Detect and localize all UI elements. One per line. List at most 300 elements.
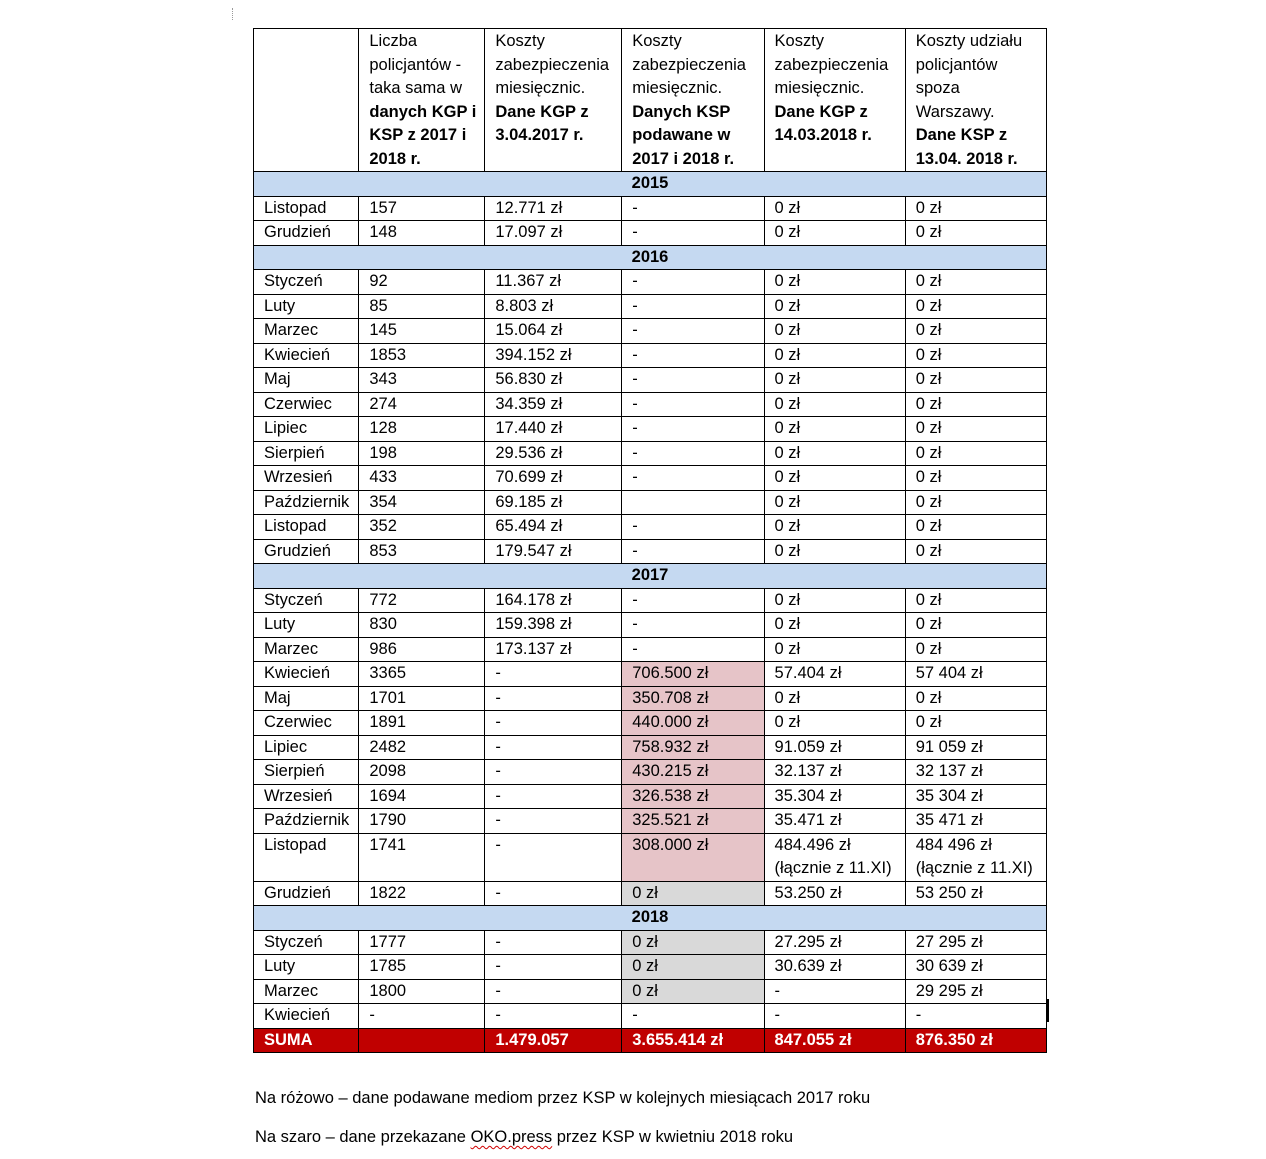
ksp-cost-cell-value: - (632, 198, 638, 217)
sum-ksp-2018-cell (905, 1028, 1046, 1053)
ksp-cost-cell-value: - (632, 1006, 638, 1024)
ksp-cost-cell-value: - (632, 272, 638, 290)
ksp-2018-cost-cell (905, 343, 1046, 368)
header-ksp (622, 29, 764, 172)
ksp-2018-cost-cell-value: 0 zł (915, 688, 942, 707)
officer-count-cell (359, 221, 485, 246)
kgp-2018-cost-cell (764, 588, 905, 613)
ksp-cost-cell (622, 441, 764, 466)
ksp-cost-cell (622, 735, 764, 760)
header-line: taka sama w (369, 79, 462, 97)
table-row (254, 1004, 1047, 1029)
ksp-2018-cost-cell-value: 484 496 zł (915, 835, 992, 854)
month-cell-value: Grudzień (264, 883, 331, 902)
kgp-2017-cost-cell-value: - (495, 1006, 501, 1024)
kgp-2017-cost-cell (485, 490, 622, 515)
officer-count-cell-value: 274 (369, 394, 397, 413)
officer-count-cell-value: 352 (369, 517, 397, 535)
month-cell (254, 760, 359, 785)
kgp-2018-cost-cell (764, 760, 905, 785)
kgp-2017-cost-cell-value: 70.699 zł (495, 468, 563, 486)
month-cell-value: Sierpień (264, 762, 325, 780)
ksp-2018-cost-cell (905, 711, 1046, 736)
ksp-cost-cell-value: 308.000 zł (632, 835, 709, 854)
kgp-2018-cost-cell-value: 0 zł (774, 468, 801, 486)
header-month (254, 29, 359, 172)
kgp-2017-cost-cell (485, 196, 622, 221)
kgp-2018-cost-cell (764, 637, 905, 662)
month-cell-value: Kwiecień (264, 664, 331, 682)
kgp-2017-cost-cell (485, 319, 622, 344)
month-cell (254, 1004, 359, 1029)
kgp-2017-cost-cell (485, 392, 622, 417)
ksp-cost-cell (622, 760, 764, 785)
ksp-cost-cell-value: 706.500 zł (632, 664, 709, 682)
month-cell (254, 979, 359, 1004)
month-cell (254, 294, 359, 319)
month-cell (254, 490, 359, 515)
kgp-2018-cost-cell-value: 0 zł (774, 272, 801, 290)
kgp-2017-cost-cell (485, 784, 622, 809)
kgp-2018-cost-cell-value: 0 zł (774, 419, 801, 437)
header-line: Warszawy. (915, 102, 995, 121)
sum-kgp-2018-cell-value: 847.055 zł (774, 1030, 852, 1049)
ksp-2018-cost-cell-value: 0 zł (915, 615, 942, 633)
ksp-2018-cost-cell-value: 35 304 zł (915, 786, 983, 805)
kgp-2018-cost-cell-value: 0 zł (774, 223, 801, 241)
ksp-cost-cell-value: 325.521 zł (632, 811, 709, 829)
month-cell (254, 515, 359, 540)
kgp-2018-cost-cell (764, 319, 905, 344)
kgp-2017-cost-cell (485, 637, 622, 662)
ksp-2018-cost-cell (905, 930, 1046, 955)
header-ksp-2018 (905, 29, 1046, 172)
kgp-2018-cost-cell (764, 294, 905, 319)
sum-ksp-cell (622, 1028, 764, 1053)
kgp-2017-cost-cell (485, 368, 622, 393)
officer-count-cell (359, 955, 485, 980)
officer-count-cell-value: 3365 (369, 664, 407, 682)
officer-count-cell-value: 1790 (369, 811, 407, 829)
kgp-2017-cost-cell (485, 662, 622, 687)
ksp-2018-cost-cell-value: 0 zł (915, 394, 942, 413)
officer-count-cell (359, 979, 485, 1004)
month-cell-value: Listopad (264, 517, 327, 535)
kgp-2017-cost-cell-value: 65.494 zł (495, 517, 563, 535)
ksp-cost-cell (622, 319, 764, 344)
kgp-2017-cost-cell-value: 56.830 zł (495, 370, 563, 388)
header-line: Dane KGP z (774, 102, 868, 121)
month-cell-value: Czerwiec (264, 713, 332, 731)
officer-count-cell-value: 145 (369, 321, 397, 339)
header-line: miesięcznic. (632, 79, 723, 97)
kgp-2017-cost-cell-value: - (495, 811, 501, 829)
ksp-2018-cost-cell-value: 0 zł (915, 345, 942, 364)
ksp-cost-cell-value: - (632, 590, 638, 609)
kgp-2018-cost-cell-value: 57.404 zł (774, 664, 842, 682)
month-cell-value: Czerwiec (264, 394, 332, 413)
kgp-2018-cost-cell-value: 0 zł (774, 345, 801, 364)
kgp-2018-cost-cell-value: 91.059 zł (774, 737, 842, 756)
month-cell (254, 613, 359, 638)
ksp-2018-cost-cell-value: 91 059 zł (915, 737, 983, 756)
ksp-cost-cell (622, 392, 764, 417)
officer-count-cell-value: 92 (369, 272, 388, 290)
kgp-2017-cost-cell-value: 17.440 zł (495, 419, 563, 437)
month-cell (254, 588, 359, 613)
month-cell (254, 417, 359, 442)
kgp-2018-cost-cell-value: 0 zł (774, 590, 801, 609)
kgp-2017-cost-cell (485, 686, 622, 711)
kgp-2017-cost-cell-value: - (495, 883, 501, 902)
ksp-2018-cost-cell-value: 0 zł (915, 443, 942, 462)
kgp-2018-cost-cell-value: 0 zł (774, 541, 801, 560)
ksp-2018-cost-cell (905, 881, 1046, 906)
month-cell (254, 833, 359, 881)
officer-count-cell (359, 686, 485, 711)
year-band-label: 2017 (254, 564, 1047, 589)
sum-label-cell-value: SUMA (264, 1030, 313, 1049)
officer-count-cell-value: 1800 (369, 981, 407, 1000)
table-row (254, 760, 1047, 785)
year-band-label: 2016 (254, 245, 1047, 270)
ksp-cost-cell-value: - (632, 639, 638, 658)
ksp-2018-cost-cell (905, 809, 1046, 834)
month-cell (254, 270, 359, 295)
officer-count-cell (359, 441, 485, 466)
kgp-2017-cost-cell-value: 34.359 zł (495, 394, 563, 413)
ksp-2018-cost-cell (905, 613, 1046, 638)
kgp-2018-cost-cell-value: 35.471 zł (774, 811, 842, 829)
kgp-2017-cost-cell-value: 179.547 zł (495, 541, 572, 560)
officer-count-cell-value: 1822 (369, 883, 407, 902)
table-row (254, 833, 1047, 881)
kgp-2017-cost-cell (485, 539, 622, 564)
ksp-cost-cell (622, 515, 764, 540)
table-row (254, 613, 1047, 638)
year-band-label: 2015 (254, 172, 1047, 197)
month-cell (254, 539, 359, 564)
kgp-2018-cost-cell (764, 930, 905, 955)
ksp-2018-cost-cell-value: 0 zł (915, 541, 942, 560)
ksp-2018-cost-cell-value: 57 404 zł (915, 664, 983, 682)
month-cell-value: Luty (264, 615, 296, 633)
ksp-cost-cell-value: - (632, 443, 638, 462)
year-band-row (254, 172, 1047, 197)
header-line: Koszty (495, 32, 545, 50)
ksp-2018-cost-cell-note: (łącznie z 11.XI) (915, 859, 1033, 877)
table-row (254, 515, 1047, 540)
officer-count-cell (359, 490, 485, 515)
month-cell-value: Luty (264, 957, 296, 975)
ksp-2018-cost-cell-value: 29 295 zł (915, 981, 983, 1000)
kgp-2018-cost-cell-value: 35.304 zł (774, 786, 842, 805)
month-cell (254, 686, 359, 711)
ksp-2018-cost-cell (905, 270, 1046, 295)
month-cell (254, 343, 359, 368)
month-cell-value: Marzec (264, 981, 319, 1000)
month-cell (254, 392, 359, 417)
kgp-2018-cost-cell (764, 735, 905, 760)
table-row (254, 735, 1047, 760)
ksp-cost-cell (622, 686, 764, 711)
kgp-2018-cost-cell-value: 0 zł (774, 492, 801, 511)
table-row (254, 809, 1047, 834)
ksp-cost-cell (622, 490, 764, 515)
kgp-2018-cost-cell-value: 32.137 zł (774, 762, 842, 780)
month-cell (254, 955, 359, 980)
header-line: 2017 i 2018 r. (632, 149, 735, 168)
ksp-cost-cell (622, 930, 764, 955)
month-cell (254, 711, 359, 736)
kgp-2018-cost-cell-value: 0 zł (774, 198, 801, 217)
ksp-2018-cost-cell (905, 392, 1046, 417)
ksp-2018-cost-cell (905, 319, 1046, 344)
ksp-2018-cost-cell (905, 1004, 1046, 1029)
legend-note-pink (255, 1087, 870, 1109)
month-cell-value: Kwiecień (264, 345, 331, 364)
month-cell (254, 441, 359, 466)
kgp-2017-cost-cell (485, 221, 622, 246)
kgp-2017-cost-cell (485, 441, 622, 466)
ksp-cost-cell-value: 350.708 zł (632, 688, 709, 707)
kgp-2018-cost-cell (764, 686, 905, 711)
month-cell-value: Wrzesień (264, 468, 333, 486)
officer-count-cell (359, 881, 485, 906)
ksp-2018-cost-cell (905, 637, 1046, 662)
kgp-2017-cost-cell (485, 466, 622, 491)
legend-note-gray-text-end: przez KSP w kwietniu 2018 roku (552, 1128, 794, 1146)
table-row (254, 294, 1047, 319)
ksp-2018-cost-cell (905, 490, 1046, 515)
ksp-cost-cell-value: - (632, 541, 638, 560)
month-cell-value: Styczeń (264, 932, 323, 951)
table-row (254, 270, 1047, 295)
ksp-cost-cell-value: - (632, 468, 638, 486)
kgp-2018-cost-cell (764, 809, 905, 834)
ksp-cost-cell-value: 758.932 zł (632, 737, 709, 756)
kgp-2017-cost-cell (485, 833, 622, 881)
ksp-cost-cell (622, 955, 764, 980)
ksp-cost-cell-value: - (632, 223, 638, 241)
sum-ksp-2018-cell-value: 876.350 zł (915, 1030, 993, 1049)
header-line: Danych KSP (632, 102, 731, 121)
month-cell-value: Luty (264, 296, 296, 315)
header-line: Koszty udziału (915, 32, 1023, 50)
table-row (254, 955, 1047, 980)
officer-count-cell (359, 833, 485, 881)
ksp-cost-cell (622, 343, 764, 368)
officer-count-cell (359, 319, 485, 344)
ksp-cost-cell (622, 466, 764, 491)
table-row (254, 711, 1047, 736)
kgp-2017-cost-cell (485, 760, 622, 785)
kgp-2018-cost-cell (764, 196, 905, 221)
kgp-2018-cost-cell (764, 270, 905, 295)
kgp-2018-cost-cell-value: 0 zł (774, 713, 801, 731)
officer-count-cell (359, 539, 485, 564)
month-cell (254, 930, 359, 955)
ksp-2018-cost-cell (905, 784, 1046, 809)
month-cell-value: Październik (264, 492, 350, 511)
kgp-2017-cost-cell (485, 515, 622, 540)
officer-count-cell-value: 830 (369, 615, 397, 633)
officer-count-cell (359, 735, 485, 760)
kgp-2017-cost-cell (485, 979, 622, 1004)
kgp-2018-cost-cell-value: 0 zł (774, 296, 801, 315)
kgp-2018-cost-cell-value: 0 zł (774, 517, 801, 535)
table-header-row (254, 29, 1047, 172)
table-row (254, 417, 1047, 442)
table-row (254, 662, 1047, 687)
ksp-cost-cell (622, 196, 764, 221)
month-cell-value: Styczeń (264, 590, 323, 609)
ksp-2018-cost-cell-value: 27 295 zł (915, 932, 983, 951)
table-row (254, 441, 1047, 466)
sum-kgp-2018-cell (764, 1028, 905, 1053)
sum-kgp-2017-cell (485, 1028, 622, 1053)
kgp-2018-cost-cell (764, 881, 905, 906)
officer-count-cell-value: 343 (369, 370, 397, 388)
ksp-2018-cost-cell (905, 760, 1046, 785)
officer-count-cell (359, 711, 485, 736)
costs-table (253, 28, 1047, 1053)
officer-count-cell (359, 760, 485, 785)
header-line: zabezpieczenia (495, 55, 610, 74)
table-row (254, 686, 1047, 711)
kgp-2018-cost-cell (764, 515, 905, 540)
header-line: policjantów - (369, 55, 462, 74)
kgp-2018-cost-cell (764, 490, 905, 515)
kgp-2018-cost-cell (764, 1004, 905, 1029)
kgp-2017-cost-cell-value: - (495, 835, 501, 854)
officer-count-cell (359, 294, 485, 319)
kgp-2018-cost-cell (764, 441, 905, 466)
table-row (254, 368, 1047, 393)
ksp-cost-cell-value: 326.538 zł (632, 786, 709, 805)
ksp-2018-cost-cell-value: 32 137 zł (915, 762, 983, 780)
officer-count-cell (359, 784, 485, 809)
kgp-2017-cost-cell-value: - (495, 786, 501, 805)
header-line: 3.04.2017 r. (495, 126, 584, 144)
kgp-2018-cost-cell-value: 0 zł (774, 639, 801, 658)
officer-count-cell (359, 196, 485, 221)
officer-count-cell (359, 368, 485, 393)
officer-count-cell-value: 148 (369, 223, 397, 241)
month-cell-value: Lipiec (264, 737, 308, 756)
officer-count-cell-value: 772 (369, 590, 397, 609)
ksp-cost-cell (622, 613, 764, 638)
kgp-2017-cost-cell-value: 159.398 zł (495, 615, 572, 633)
ksp-2018-cost-cell (905, 735, 1046, 760)
ksp-cost-cell (622, 588, 764, 613)
table-row (254, 343, 1047, 368)
legend-note-pink-text: Na różowo – dane podawane mediom przez KSP w kolejnych miesiącach 2017 roku (255, 1089, 871, 1107)
header-line: Koszty (774, 32, 825, 50)
kgp-2017-cost-cell (485, 930, 622, 955)
officer-count-cell-value: - (369, 1006, 375, 1024)
kgp-2018-cost-cell-value: 53.250 zł (774, 883, 842, 902)
kgp-2018-cost-cell (764, 955, 905, 980)
officer-count-cell (359, 588, 485, 613)
ksp-cost-cell (622, 417, 764, 442)
ksp-2018-cost-cell (905, 196, 1046, 221)
officer-count-cell (359, 392, 485, 417)
ksp-2018-cost-cell (905, 662, 1046, 687)
officer-count-cell-value: 433 (369, 468, 397, 486)
month-cell (254, 196, 359, 221)
kgp-2017-cost-cell-value: 12.771 zł (495, 198, 563, 217)
kgp-2017-cost-cell-value: - (495, 688, 501, 707)
ksp-2018-cost-cell (905, 515, 1046, 540)
month-cell (254, 809, 359, 834)
ksp-2018-cost-cell-value: 0 zł (915, 223, 942, 241)
officer-count-cell (359, 343, 485, 368)
ksp-2018-cost-cell-value: 0 zł (915, 198, 942, 217)
year-band-row (254, 245, 1047, 270)
month-cell (254, 881, 359, 906)
ksp-cost-cell-value: - (632, 419, 638, 437)
header-kgp-2018 (764, 29, 905, 172)
kgp-2017-cost-cell-value: 8.803 zł (495, 296, 554, 315)
kgp-2017-cost-cell-value: - (495, 737, 501, 756)
ksp-cost-cell-value: 0 zł (632, 883, 658, 902)
ksp-2018-cost-cell (905, 441, 1046, 466)
officer-count-cell (359, 1004, 485, 1029)
table-row (254, 881, 1047, 906)
month-cell-value: Kwiecień (264, 1006, 331, 1024)
kgp-2017-cost-cell-value: - (495, 957, 501, 975)
kgp-2017-cost-cell-value: 173.137 zł (495, 639, 572, 658)
kgp-2018-cost-cell (764, 613, 905, 638)
officer-count-cell-value: 1853 (369, 345, 407, 364)
officer-count-cell-value: 1694 (369, 786, 407, 805)
kgp-2017-cost-cell (485, 270, 622, 295)
officer-count-cell (359, 930, 485, 955)
table-row (254, 979, 1047, 1004)
ksp-2018-cost-cell (905, 368, 1046, 393)
table-row (254, 490, 1047, 515)
kgp-2018-cost-cell-value: 0 zł (774, 370, 801, 388)
month-cell-value: Marzec (264, 321, 319, 339)
kgp-2018-cost-cell (764, 662, 905, 687)
kgp-2017-cost-cell-value: 69.185 zł (495, 492, 563, 511)
header-kgp-2017 (485, 29, 622, 172)
ksp-cost-cell (622, 368, 764, 393)
header-line: podawane w (632, 126, 731, 144)
kgp-2018-cost-cell (764, 539, 905, 564)
ksp-cost-cell (622, 809, 764, 834)
kgp-2017-cost-cell-value: 164.178 zł (495, 590, 572, 609)
ksp-cost-cell-value: - (632, 321, 638, 339)
ksp-cost-cell-value: - (632, 394, 638, 413)
kgp-2017-cost-cell (485, 955, 622, 980)
header-line: Dane KGP z (495, 102, 589, 121)
ksp-2018-cost-cell-value: 0 zł (915, 370, 942, 388)
header-count (359, 29, 485, 172)
officer-count-cell-value: 1891 (369, 713, 407, 731)
ksp-cost-cell-value: 430.215 zł (632, 762, 709, 780)
header-line: Liczba (369, 32, 418, 50)
ksp-cost-cell (622, 833, 764, 881)
month-cell-value: Wrzesień (264, 786, 333, 805)
kgp-2018-cost-cell (764, 417, 905, 442)
month-cell (254, 662, 359, 687)
header-line: spoza (915, 79, 960, 97)
table-row (254, 196, 1047, 221)
kgp-2017-cost-cell (485, 417, 622, 442)
officer-count-cell-value: 1701 (369, 688, 407, 707)
